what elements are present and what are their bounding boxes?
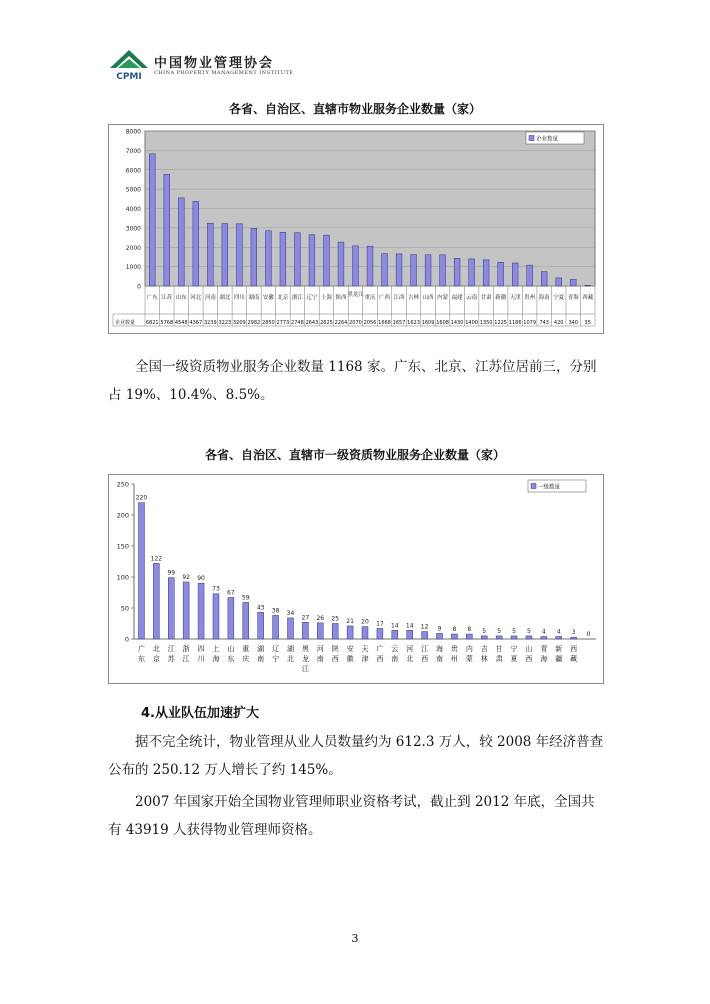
- chart1-bar: [265, 231, 271, 286]
- chart1-table-value: 420: [553, 320, 564, 326]
- chart2-bar: [228, 597, 234, 639]
- chart2-category-label: 津: [361, 655, 369, 663]
- chart1-bar: [193, 201, 199, 286]
- chart2-bar: [168, 578, 174, 639]
- chart1-table-value: 2264: [334, 320, 348, 326]
- chart2-category-label: 海: [212, 655, 220, 663]
- chart2-category-label: 宁: [272, 655, 280, 663]
- chart2-category-label: 黑: [301, 645, 309, 653]
- chart1-category-label: 新疆: [495, 295, 507, 301]
- chart2-y-tick-label: 250: [116, 480, 129, 489]
- chart2-bar: [213, 594, 219, 639]
- chart1-table-value: 340: [568, 320, 578, 326]
- chart2-bar: [243, 602, 249, 639]
- paragraph-workforce: 据不完全统计，物业管理从业人员数量约为 612.3 万人，较 2008 年经济普查公布的 250.12 万人增长了约 145%。: [108, 734, 604, 778]
- chart2-data-label: 26: [316, 614, 325, 622]
- chart2-data-label: 34: [286, 609, 295, 617]
- chart1-bar: [338, 242, 344, 286]
- chart2-category-label: 南: [391, 655, 399, 663]
- chart1-bar: [483, 260, 489, 286]
- chart2-category-label: 广: [376, 645, 384, 653]
- chart2-category-label: 西: [331, 655, 339, 663]
- chart1-table-value: 1608: [436, 320, 449, 326]
- chart1-table-value: 1186: [508, 320, 522, 326]
- logo-abbr: CPMI: [116, 72, 142, 82]
- chart1-table-value: 1400: [465, 320, 478, 326]
- chart2-category-label: 江: [167, 645, 175, 653]
- chart1-bar: [164, 174, 170, 286]
- chart2-svg: [108, 474, 604, 684]
- chart2-bar: [481, 636, 487, 639]
- chart1-table-value: 3209: [232, 320, 246, 326]
- chart2-y-tick-label: 50: [120, 604, 129, 613]
- chart2-bar: [422, 632, 428, 639]
- chart2-category-label: 西: [525, 655, 533, 663]
- chart1-y-tick-label: 0: [137, 283, 141, 291]
- chart2-bar: [571, 637, 577, 639]
- chart2-category-label: 苏: [167, 655, 175, 663]
- chart1-y-tick-label: 8000: [125, 128, 141, 136]
- chart1-table-value: 6821: [145, 320, 159, 326]
- chart1-category-label: 北京: [277, 295, 289, 301]
- chart2-category-label: 重: [242, 645, 250, 653]
- chart1-category-label: 宁夏: [553, 295, 565, 301]
- chart2-category-label: 西: [376, 655, 384, 663]
- chart2-category-label: 江: [182, 655, 190, 663]
- chart2-data-label: 90: [197, 575, 205, 583]
- chart2-category-label: 河: [316, 645, 324, 653]
- chart1-bar: [585, 285, 591, 286]
- chart2-category-label: 江: [301, 665, 309, 673]
- chart1-bar: [295, 233, 301, 286]
- chart1-category-label: 江西: [393, 295, 405, 301]
- chart1-category-label: 内蒙: [437, 295, 449, 301]
- chart2-category-label: 甘: [495, 645, 503, 653]
- chart1-category-label: 重庆: [364, 295, 376, 301]
- chart2-category-label: 贵: [450, 645, 458, 653]
- chart2-category-label: 川: [197, 655, 205, 663]
- chart2-data-label: 122: [150, 555, 163, 563]
- chart2-data-label: 92: [182, 573, 190, 581]
- chart2-bar: [511, 636, 517, 639]
- chart2-category-label: 海: [540, 655, 548, 663]
- chart2-data-label: 5: [497, 627, 502, 635]
- chart1-category-label: 上海: [320, 295, 332, 301]
- chart1-bar: [454, 258, 460, 286]
- chart1-bar: [207, 223, 213, 286]
- chart2-data-label: 27: [301, 614, 310, 622]
- chart2-data-label: 4: [541, 628, 546, 636]
- chart1-table-row-label: 企业数量: [115, 320, 136, 326]
- chart2-data-label: 9: [437, 625, 442, 633]
- chart2-y-tick-label: 100: [116, 573, 129, 582]
- chart1-y-tick-label: 6000: [125, 167, 141, 175]
- chart2-category-label: 浙: [182, 645, 190, 653]
- chart1-category-label: 贵州: [524, 295, 536, 301]
- chart2-data-label: 73: [212, 585, 220, 593]
- chart1-bar: [280, 232, 286, 286]
- chart1-bar: [178, 198, 184, 286]
- chart2-category-label: 京: [152, 655, 160, 663]
- chart1-category-label: 江苏: [161, 295, 173, 301]
- chart2-data-label: 0: [586, 631, 591, 638]
- chart1-category-label: 陕西: [335, 295, 347, 301]
- chart2-category-label: 宁: [510, 645, 518, 653]
- chart1-bar: [541, 272, 547, 286]
- chart1-category-label: 海南: [538, 295, 550, 301]
- chart2-category-label: 龙: [301, 655, 309, 663]
- chart1-table-value: 1609: [421, 320, 435, 326]
- chart1-table-value: 2982: [247, 320, 261, 326]
- chart1-table-value: 1623: [407, 320, 420, 326]
- chart2-category-label: 南: [436, 655, 444, 663]
- chart1-category-label: 广东: [146, 295, 158, 301]
- chart2-category-label: 上: [212, 645, 220, 653]
- paragraph-first-class-count: 全国一级资质物业服务企业数量 1168 家。广东、北京、江苏位居前三，分别占 19%、10.4%、8.5%。: [108, 359, 597, 403]
- chart2-data-label: 43: [256, 604, 265, 612]
- chart1-bar: [149, 154, 155, 286]
- chart1-y-tick-label: 2000: [125, 244, 141, 252]
- chart1-bar: [396, 254, 402, 286]
- chart2-category-label: 海: [436, 645, 444, 653]
- chart1-table-value: 1430: [450, 320, 464, 326]
- chart2-bar: [541, 637, 547, 639]
- chart2-category-label: 四: [197, 645, 205, 653]
- chart2-category-label: 内: [465, 645, 473, 653]
- chart1-category-label: 湖南: [248, 295, 260, 301]
- chart2-data-label: 67: [227, 589, 235, 597]
- section4-heading: 4.从业队伍加速扩大: [141, 706, 259, 721]
- chart2-data-label: 38: [271, 607, 280, 615]
- chart2-category-label: 南: [257, 655, 265, 663]
- chart1-bar: [411, 255, 417, 286]
- chart1-table-value: 2625: [320, 320, 333, 326]
- chart1-category-label: 山东: [175, 295, 187, 301]
- chart2-bar: [302, 622, 308, 639]
- chart2-bar: [198, 583, 204, 639]
- chart2-bar: [258, 612, 264, 639]
- chart1-bar: [251, 228, 257, 286]
- chart2-data-label: 8: [452, 626, 457, 634]
- chart2-bar: [138, 503, 144, 639]
- chart2-data-label: 99: [167, 569, 176, 577]
- chart2-category-label: 新: [555, 645, 563, 653]
- chart1-category-label: 安徽: [262, 295, 274, 301]
- chart2-y-tick-label: 0: [124, 635, 129, 644]
- chart2-category-label: 蒙: [465, 655, 473, 663]
- chart2-bar: [347, 626, 353, 639]
- chart2-category-label: 湖: [257, 645, 265, 653]
- chart1-category-label: 福建: [451, 295, 463, 301]
- org-name-en: CHINA PROPERTY MANAGEMENT INSTITUTE: [154, 70, 294, 76]
- chart1-table-value: 5768: [160, 320, 174, 326]
- chart2-category-label: 山: [525, 645, 533, 653]
- chart2-category-label: 河: [406, 645, 414, 653]
- cpmi-logo-icon: [108, 46, 150, 82]
- chart1-title: 各省、自治区、直辖市物业服务企业数量（家）: [228, 102, 481, 116]
- chart2-data-label: 3: [571, 629, 576, 637]
- chart1-table-value: 4367: [189, 320, 203, 326]
- chart2-category-label: 夏: [510, 655, 518, 663]
- chart2-data-label: 17: [376, 620, 384, 628]
- chart2-bar: [153, 563, 159, 639]
- chart2-category-label: 云: [391, 645, 399, 653]
- chart2-bar: [317, 623, 323, 639]
- chart1-category-label: 四川: [233, 295, 245, 301]
- paragraph-certification: 2007 年国家开始全国物业管理师职业资格考试，截止到 2012 年底，全国共有 43919 人获得物业管理师资格。: [108, 794, 595, 838]
- chart1-table-value: 2773: [276, 320, 290, 326]
- chart1-category-label: 青海: [567, 295, 579, 301]
- chart1-category-label: 甘肃: [480, 295, 492, 301]
- chart1-bar: [512, 263, 518, 286]
- chart1-bar: [527, 265, 533, 286]
- chart2-category-label: 州: [450, 655, 458, 663]
- chart1-category-label: 吉林: [408, 295, 420, 301]
- chart1-bar: [382, 254, 388, 286]
- chart2-bar: [407, 630, 413, 639]
- chart2-data-label: 12: [420, 623, 429, 631]
- chart2-category-label: 吉: [480, 645, 488, 653]
- chart2-data-label: 14: [405, 622, 414, 630]
- org-name-cn: 中国物业管理协会: [154, 56, 275, 71]
- chart1-bar: [469, 259, 475, 286]
- chart1-table-value: 35: [584, 320, 591, 326]
- chart2-category-label: 东: [227, 655, 235, 663]
- chart2-category-label: 肃: [495, 655, 503, 663]
- chart1-bar: [570, 279, 576, 286]
- chart2-data-label: 4: [556, 628, 561, 636]
- chart2-bar: [437, 633, 443, 639]
- chart2-category-label: 西: [570, 645, 578, 653]
- chart2-bar: [183, 582, 189, 639]
- chart1-category-label: 西藏: [582, 295, 594, 301]
- chart1-bar: [353, 246, 359, 286]
- chart2-category-label: 天: [361, 645, 369, 653]
- chart1-category-label: 云南: [466, 295, 478, 301]
- chart1-bar: [425, 255, 431, 286]
- chart1-table-value: 2070: [349, 320, 362, 326]
- chart2-category-label: 广: [137, 645, 145, 653]
- chart1-bar: [440, 255, 446, 286]
- page-number: 3: [351, 932, 359, 945]
- chart2-legend-label: 一级数量: [538, 484, 561, 491]
- chart2-category-label: 南: [316, 655, 324, 663]
- chart2-legend-swatch: [531, 484, 536, 489]
- chart1-svg: [108, 124, 604, 334]
- chart1-table-value: 2748: [291, 320, 304, 326]
- chart1-bar: [222, 224, 228, 286]
- chart2-data-label: 20: [361, 618, 369, 626]
- chart1-table-value: 2643: [305, 320, 319, 326]
- chart1-table-value: 2850: [262, 320, 275, 326]
- chart2-category-label: 北: [152, 645, 160, 653]
- chart1-category-label: 黑龙江: [347, 292, 364, 298]
- chart2-category-label: 北: [286, 655, 294, 663]
- chart1-table-value: 743: [539, 320, 549, 326]
- chart2-y-tick-label: 150: [116, 542, 129, 551]
- chart2-category-label: 徽: [346, 655, 354, 663]
- chart1-bar: [556, 278, 562, 286]
- chart2-category-label: 湖: [286, 645, 294, 653]
- chart1-table-value: 3223: [218, 320, 232, 326]
- chart1-table-value: 1225: [494, 320, 508, 326]
- chart1-category-label: 浙江: [291, 295, 303, 301]
- chart2-data-label: 5: [512, 627, 516, 635]
- chart2-data-label: 25: [331, 615, 340, 623]
- chart2-category-label: 陕: [331, 645, 339, 653]
- chart2-bar: [496, 636, 502, 639]
- chart1-bar: [324, 235, 330, 286]
- chart2-category-label: 林: [480, 655, 488, 663]
- chart1-y-tick-label: 4000: [125, 206, 141, 213]
- chart2-data-label: 21: [346, 617, 354, 625]
- chart1-category-label: 辽宁: [306, 295, 318, 301]
- chart1: [108, 124, 604, 338]
- chart2-data-label: 14: [390, 622, 399, 630]
- chart2-category-label: 山: [227, 645, 235, 653]
- chart1-y-tick-label: 1000: [125, 264, 141, 272]
- chart1-bar: [367, 246, 373, 286]
- chart2-bar: [288, 618, 294, 639]
- chart2-data-label: 5: [527, 627, 531, 635]
- chart1-category-label: 河北: [190, 295, 202, 301]
- chart1-y-tick-label: 3000: [125, 225, 141, 233]
- chart2-category-label: 安: [346, 645, 354, 653]
- chart2-bar: [466, 634, 472, 639]
- chart1-legend-label: 企业数量: [536, 136, 559, 143]
- chart2-y-tick-label: 200: [116, 511, 129, 520]
- chart2-data-label: 8: [467, 626, 472, 634]
- chart1-table-value: 1079: [523, 320, 537, 326]
- chart2-category-label: 西: [421, 655, 429, 663]
- chart2-category-label: 藏: [570, 655, 578, 663]
- chart2-category-label: 北: [406, 655, 414, 663]
- chart2-bar: [273, 615, 279, 639]
- chart2-category-label: 庆: [242, 655, 250, 663]
- chart2-bar: [392, 630, 398, 639]
- chart2-category-label: 青: [540, 645, 548, 653]
- page-header: [108, 44, 408, 84]
- chart2-category-label: 江: [421, 645, 429, 653]
- chart2-data-label: 5: [482, 627, 487, 635]
- chart1-category-label: 湖北: [219, 295, 231, 301]
- chart1-bar: [309, 235, 315, 286]
- chart1-table-value: 1657: [392, 320, 406, 326]
- chart1-table-value: 1668: [378, 320, 391, 326]
- chart2-bar: [332, 624, 338, 640]
- chart1-category-label: 天津: [509, 295, 521, 301]
- chart2-bar: [556, 637, 562, 639]
- chart1-y-tick-label: 5000: [125, 186, 141, 194]
- chart1-table-value: 4548: [174, 320, 188, 326]
- chart1-category-label: 河南: [204, 295, 216, 301]
- chart2-category-label: 东: [137, 655, 145, 663]
- chart1-bar: [498, 262, 504, 286]
- chart2-category-label: 辽: [272, 645, 280, 653]
- chart2: [108, 474, 604, 688]
- chart1-bar: [236, 224, 242, 286]
- chart2-category-label: 疆: [555, 655, 563, 663]
- chart1-category-label: 山西: [422, 295, 434, 301]
- chart1-table-value: 1350: [479, 320, 493, 326]
- chart1-y-tick-label: 7000: [125, 147, 141, 155]
- chart1-table-value: 2056: [363, 320, 377, 326]
- chart2-data-label: 59: [241, 594, 250, 602]
- chart2-bar: [451, 634, 457, 639]
- chart2-data-label: 220: [135, 494, 148, 502]
- chart2-title: 各省、自治区、直辖市一级资质物业服务企业数量（家）: [204, 448, 505, 462]
- chart2-bar: [526, 636, 532, 639]
- chart2-bar: [362, 627, 368, 639]
- chart1-category-label: 广西: [379, 295, 391, 301]
- chart1-table-value: 3239: [203, 320, 217, 326]
- chart2-bar: [377, 628, 383, 639]
- chart1-legend-swatch: [529, 136, 534, 141]
